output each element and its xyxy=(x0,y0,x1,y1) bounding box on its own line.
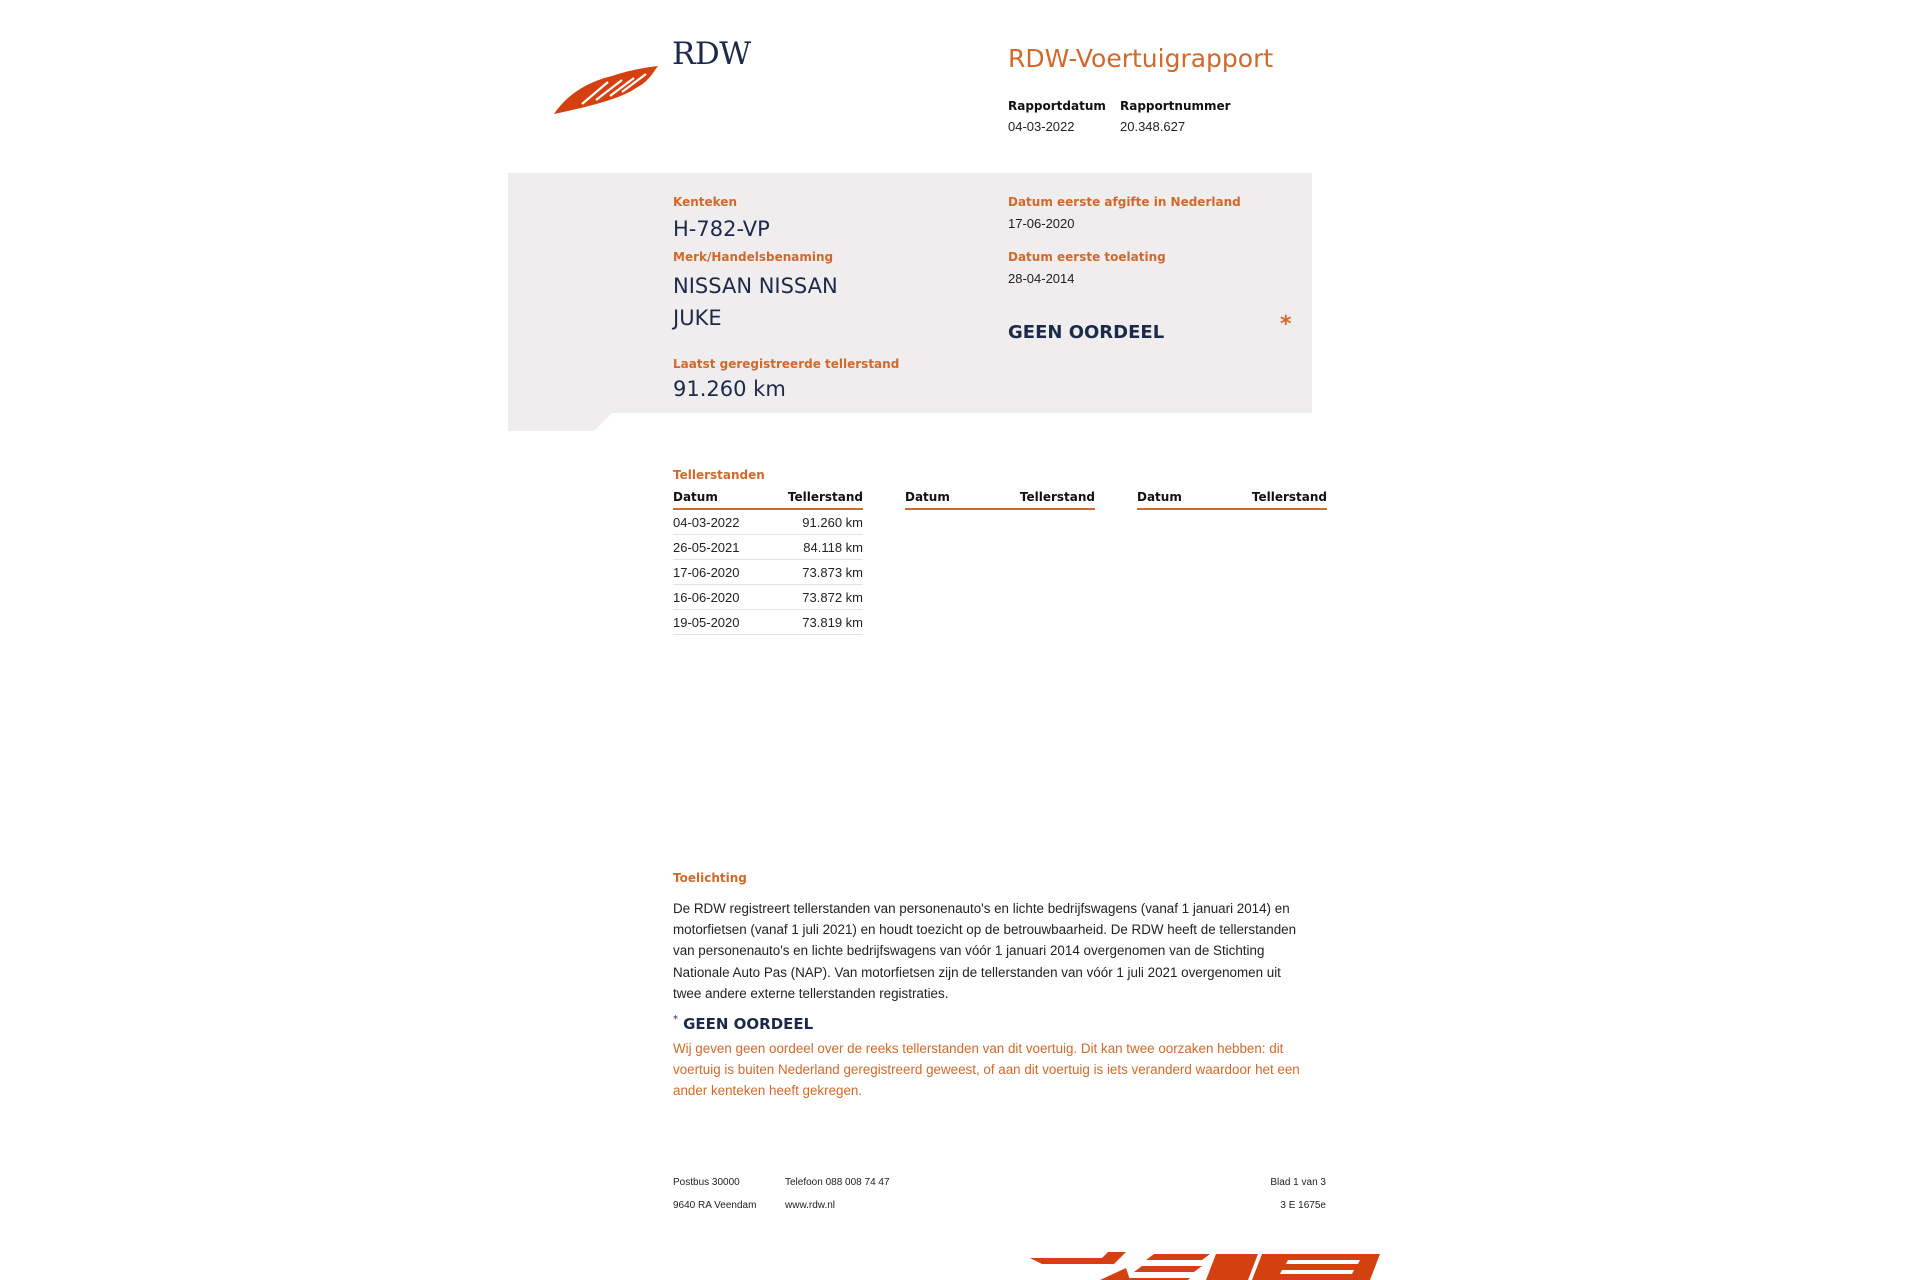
explanation-title: Toelichting xyxy=(673,871,747,885)
explanation-line: De RDW registreert tellerstanden van personenauto's en lichte bedrijfswagens (vanaf 1 januari 2014) en xyxy=(673,901,1290,916)
verdict-note-title: GEEN OORDEEL xyxy=(683,1015,814,1033)
readings-table-2 xyxy=(905,490,1095,510)
rdw-logo-icon xyxy=(552,58,662,118)
col-date-header: Datum xyxy=(905,490,950,504)
col-reading-header: Tellerstand xyxy=(1251,490,1327,504)
verdict-note-line: ander kenteken heeft gekregen. xyxy=(673,1083,863,1099)
table-row xyxy=(673,510,863,535)
table-row xyxy=(673,585,863,610)
table-row xyxy=(673,560,863,585)
readings-table-1 xyxy=(673,490,863,635)
verdict-note-line: voertuig is buiten Nederland geregistreerd geweest, of aan dit voertuig is iets veranderd waardoor het een xyxy=(673,1062,1300,1078)
table-row xyxy=(673,535,863,560)
report-number: 20.348.627 xyxy=(1120,119,1186,134)
col-reading-header: Tellerstand xyxy=(787,490,863,504)
readings-title: Tellerstanden xyxy=(673,468,765,482)
plate-number: H-782-VP xyxy=(673,217,770,241)
report-title: RDW-Voertuigrapport xyxy=(1008,44,1274,73)
footer-page-number: Blad 1 van 3 xyxy=(1270,1177,1326,1188)
verdict: GEEN OORDEEL xyxy=(1008,322,1165,343)
report-number-label: Rapportnummer xyxy=(1120,99,1231,113)
table-header xyxy=(1137,490,1327,510)
explanation-line: van personenauto's en lichte bedrijfswagens van vóór 1 januari 2014 overgenomen van de Stichting xyxy=(673,943,1265,959)
explanation-line: motorfietsen (vanaf 1 juli 2021) en houdt toezicht op de betrouwbaarheid. De RDW heeft de tellerstanden xyxy=(673,922,1297,938)
col-date-header: Datum xyxy=(1137,490,1182,504)
brand-name: RDW xyxy=(672,36,751,72)
verdict-note-marker: * xyxy=(673,1014,678,1025)
readings-table-3 xyxy=(1137,490,1327,510)
table-header xyxy=(905,490,1095,510)
report-date-label: Rapportdatum xyxy=(1008,99,1106,113)
row-reading: 84.118 km xyxy=(803,539,863,555)
verdict-marker: * xyxy=(1280,312,1292,337)
make-line-2: JUKE xyxy=(673,306,722,330)
report-date: 04-03-2022 xyxy=(1008,119,1075,134)
odometer-value: 91.260 km xyxy=(673,377,786,401)
plate-label: Kenteken xyxy=(673,195,737,209)
footer-postbus: Postbus 30000 xyxy=(673,1177,740,1188)
row-reading: 73.872 km xyxy=(802,589,863,605)
row-reading: 73.873 km xyxy=(802,564,863,580)
row-date: 04-03-2022 xyxy=(673,514,740,530)
footer-phone: Telefoon 088 008 74 47 xyxy=(785,1177,890,1188)
row-date: 19-05-2020 xyxy=(673,614,740,630)
row-date: 17-06-2020 xyxy=(673,564,740,580)
first-nl-date: 17-06-2020 xyxy=(1008,216,1075,231)
footer-code: 3 E 1675e xyxy=(1280,1200,1326,1211)
row-reading: 73.819 km xyxy=(802,614,863,630)
col-date-header: Datum xyxy=(673,490,718,504)
make-line-1: NISSAN NISSAN xyxy=(673,274,838,298)
row-date: 16-06-2020 xyxy=(673,589,740,605)
verdict-note-text xyxy=(673,1038,1323,1102)
footer-city: 9640 RA Veendam xyxy=(673,1200,757,1211)
first-nl-label: Datum eerste afgifte in Nederland xyxy=(1008,195,1241,209)
decorative-stripes-icon xyxy=(1030,1248,1420,1280)
odometer-label: Laatst geregistreerde tellerstand xyxy=(673,357,900,371)
col-reading-header: Tellerstand xyxy=(1019,490,1095,504)
table-header xyxy=(673,490,863,510)
first-admission-label: Datum eerste toelating xyxy=(1008,250,1166,264)
first-admission-date: 28-04-2014 xyxy=(1008,271,1075,286)
explanation-line: twee andere externe tellerstanden registraties. xyxy=(673,985,949,1001)
card-tail xyxy=(508,413,612,431)
table-row xyxy=(673,610,863,635)
vehicle-card xyxy=(508,173,1312,413)
explanation-text xyxy=(673,898,1323,1004)
row-reading: 91.260 km xyxy=(802,514,863,530)
explanation-line: Nationale Auto Pas (NAP). Van motorfietsen zijn de tellerstanden van vóór 1 juli 2021 overgenomen uit xyxy=(673,964,1281,980)
verdict-note-line: Wij geven geen oordeel over de reeks tellerstanden van dit voertuig. Dit kan twee oorzaken hebben: dit xyxy=(673,1041,1284,1056)
verdict-note-heading xyxy=(673,1014,813,1033)
footer-website[interactable]: www.rdw.nl xyxy=(785,1200,836,1211)
make-label: Merk/Handelsbenaming xyxy=(673,250,834,264)
row-date: 26-05-2021 xyxy=(673,539,740,555)
